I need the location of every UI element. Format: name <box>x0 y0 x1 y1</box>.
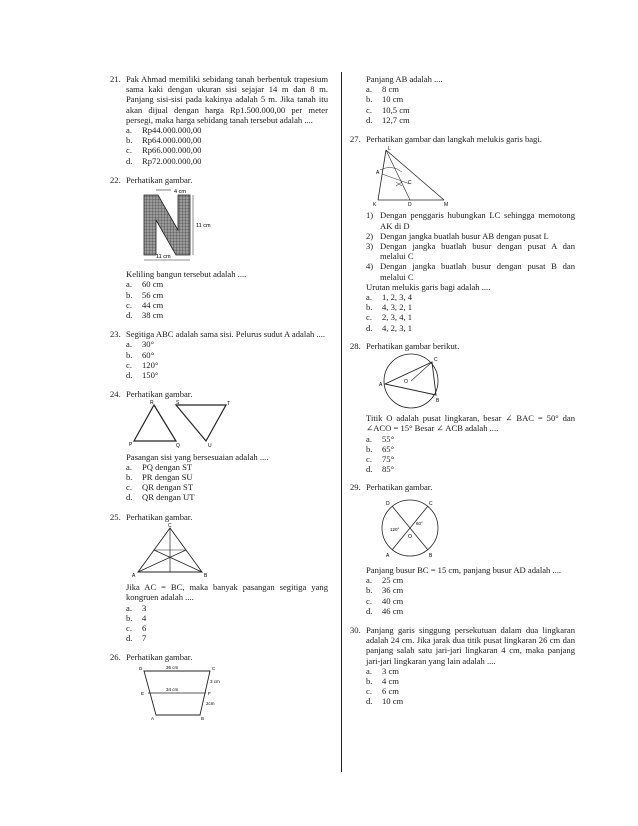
triangle-pqr <box>134 405 176 441</box>
option-c: c. 40 cm <box>366 595 404 606</box>
label-11cm-right: 11 cm <box>196 223 211 230</box>
question-number: 24. <box>110 389 121 400</box>
option-c: c. 120° <box>126 359 159 370</box>
svg-text:A: A <box>132 572 136 579</box>
left-column <box>110 74 328 723</box>
option-d: d. 38 cm <box>126 310 164 321</box>
question-stem: Perhatikan gambar. <box>126 174 193 185</box>
question-number: 29. <box>350 482 361 493</box>
question-text: Pasangan sisi yang bersesuaian adalah .... <box>126 451 269 462</box>
question-stem: Perhatikan gambar. <box>366 482 433 493</box>
option-a: a. 8 cm <box>366 84 399 95</box>
question-number: 28. <box>350 340 361 351</box>
question-number: 30. <box>350 624 361 635</box>
option-b: b. Rp64.000.000,00 <box>126 135 202 146</box>
right-column <box>350 74 575 707</box>
figure-trapezoid <box>126 663 326 721</box>
question-stem: Perhatikan gambar. <box>126 389 193 400</box>
option-b: b. 4 cm <box>366 675 399 686</box>
option-d: d. 7 <box>126 633 147 644</box>
option-a: a. PQ dengan ST <box>126 461 193 472</box>
figure-two-triangles <box>126 399 326 449</box>
option-b: b. 60° <box>126 349 155 360</box>
option-c: c. 6 cm <box>366 686 399 697</box>
figure-circle-triangle <box>366 351 566 411</box>
svg-text:K: K <box>373 202 377 209</box>
option-c: c. 2, 3, 4, 1 <box>366 312 413 323</box>
option-a: a. Rp44.000.000,00 <box>126 125 202 136</box>
option-c: c. 6 <box>126 622 147 633</box>
question-text: Jika AC = BC, maka banyak pasangan segitiga yang kongruen adalah .... <box>126 582 328 603</box>
question-24 <box>110 389 328 502</box>
svg-text:S: S <box>176 400 180 407</box>
option-b: b. PR dengan SU <box>126 472 193 483</box>
svg-text:B: B <box>429 552 433 559</box>
option-c: c. 10,5 cm <box>366 104 410 115</box>
option-d: d. QR dengan UT <box>126 492 195 503</box>
svg-text:L: L <box>388 146 391 153</box>
svg-text:36 cm: 36 cm <box>166 664 179 670</box>
option-b: b. 4, 3, 2, 1 <box>366 302 413 313</box>
option-a: a. 25 cm <box>366 575 404 586</box>
option-a: a. 30° <box>126 339 155 350</box>
question-text: Keliling bangun tersebut adalah .... <box>126 269 247 280</box>
option-b: b. 56 cm <box>126 289 164 300</box>
option-c: c. QR dengan ST <box>126 482 194 493</box>
svg-text:P: P <box>129 442 133 449</box>
svg-text:A: A <box>151 715 155 721</box>
svg-text:D: D <box>139 665 143 671</box>
figure-circle-arcs <box>366 493 566 563</box>
figure-isosceles-triangle <box>126 522 326 580</box>
svg-text:D: D <box>408 202 412 209</box>
figure-angle-bisector <box>366 144 566 208</box>
svg-text:B: B <box>204 572 208 579</box>
label-4cm: 4 cm <box>174 189 186 196</box>
option-d: d. 10 cm <box>366 696 404 707</box>
step-1: 1) Dengan penggaris hubungkan LC sehingga memotong AK di D <box>366 210 575 231</box>
question-27 <box>350 134 575 333</box>
question-stem: Perhatikan gambar dan langkah melukis garis bagi. <box>366 134 542 145</box>
option-c: c. 44 cm <box>126 299 164 310</box>
svg-text:R: R <box>150 400 154 407</box>
svg-text:F: F <box>208 690 211 696</box>
svg-text:3 cm: 3 cm <box>210 678 220 684</box>
question-number: 21. <box>110 74 121 84</box>
option-d: d. 85° <box>366 464 395 475</box>
question-26 <box>110 652 328 722</box>
svg-text:B: B <box>436 398 440 405</box>
step-2: 2) Dengan jangka buatlah busur AB dengan pusat L <box>366 230 549 241</box>
svg-text:C: C <box>168 522 172 529</box>
svg-text:A: A <box>379 382 383 389</box>
question-stem: Perhatikan gambar berikut. <box>366 340 460 351</box>
option-b: b. 4 <box>126 612 147 623</box>
svg-text:O: O <box>408 533 412 540</box>
question-stem: Perhatikan gambar. <box>126 511 193 522</box>
option-d: d. 12,7 cm <box>366 114 410 125</box>
svg-text:A: A <box>386 552 390 559</box>
label-11cm-bottom: 11 cm <box>156 254 171 261</box>
svg-text:E: E <box>141 690 145 696</box>
svg-text:O: O <box>404 379 408 386</box>
question-25 <box>110 512 328 644</box>
svg-text:U: U <box>208 443 212 450</box>
question-29 <box>350 482 575 615</box>
option-c: c. 75° <box>366 454 395 465</box>
option-d: d. 150° <box>126 370 159 381</box>
option-a: a. 60 cm <box>126 279 164 290</box>
question-number: 22. <box>110 174 121 185</box>
question-text: Panjang busur BC = 15 cm, panjang busur AD adalah .... <box>366 564 562 575</box>
option-d: d. 4, 2, 3, 1 <box>366 322 413 333</box>
question-21 <box>110 74 328 166</box>
option-a: a. 1, 2, 3, 4 <box>366 292 413 303</box>
svg-text:C: C <box>212 665 216 671</box>
option-b: b. 65° <box>366 443 395 454</box>
svg-text:B: B <box>201 715 205 721</box>
question-number: 27. <box>350 134 361 145</box>
question-22 <box>110 175 328 320</box>
question-stem: Pak Ahmad memiliki sebidang tanah berbentuk trapesium sama kaki dengan ukuran sisi sejajar 14 m dan 8 m. Panjang sisi-sisi pada kakinya adalah 5 m. Jika tanah itu akan dijual dengan harga Rp1.500.000,00 per meter persegi, maka harga sebidang tanah tersebut adalah .... <box>126 74 328 125</box>
question-23 <box>110 329 328 380</box>
option-a: a. 3 <box>126 602 147 613</box>
svg-text:C: C <box>408 180 412 187</box>
question-number: 23. <box>110 329 121 340</box>
svg-text:120°: 120° <box>390 526 400 532</box>
svg-text:T: T <box>227 401 231 408</box>
option-d: d. Rp72.000.000,00 <box>126 155 202 166</box>
option-a: a. 3 cm <box>366 665 399 676</box>
question-stem: Perhatikan gambar. <box>126 652 193 663</box>
svg-text:C: C <box>429 500 433 507</box>
question-30 <box>350 625 575 707</box>
column-divider <box>341 72 342 772</box>
option-b: b. 10 cm <box>366 94 404 105</box>
svg-text:2cm: 2cm <box>206 700 215 706</box>
svg-text:C: C <box>434 357 438 364</box>
option-d: d. 46 cm <box>366 605 404 616</box>
question-text: Titik O adalah pusat lingkaran, besar ∠ BAC = 50° dan ∠ACO = 15° Besar ∠ ACB adalah .... <box>366 413 575 434</box>
step-4: 4) Dengan jangka buatlah busur dengan pusat B dan melalui C <box>366 261 575 282</box>
svg-text:34 cm: 34 cm <box>166 686 179 692</box>
option-c: c. Rp66.000.000,00 <box>126 145 202 156</box>
n-shape <box>144 195 190 255</box>
svg-text:Q: Q <box>176 443 180 450</box>
question-stem: Panjang garis singgung persekutuan dalam dua lingkaran adalah 24 cm. Jika jarak dua titik pusat lingkaran 26 cm dan panjang salah satu jari-jari lingkaran 4 cm, maka panjang jari-jari lingkaran yang lain adalah .... <box>366 624 575 666</box>
question-text: Panjang AB adalah .... <box>366 74 443 84</box>
question-number: 26. <box>110 652 121 663</box>
triangle-stu <box>176 405 226 441</box>
question-text: Urutan melukis garis bagi adalah .... <box>366 281 491 292</box>
svg-text:60°: 60° <box>416 520 423 526</box>
svg-text:A: A <box>376 170 380 177</box>
step-3: 3) Dengan jangka buatlah busur dengan pusat A dan melalui C <box>366 241 575 262</box>
svg-text:D: D <box>386 500 390 507</box>
question-26-continued <box>350 74 575 125</box>
svg-text:M: M <box>444 202 449 209</box>
question-28 <box>350 341 575 475</box>
option-a: a. 55° <box>366 433 395 444</box>
question-stem: Segitiga ABC adalah sama sisi. Pelurus sudut A adalah .... <box>126 329 326 340</box>
question-number: 25. <box>110 511 121 522</box>
figure-n-shape <box>126 185 326 267</box>
option-b: b. 36 cm <box>366 585 404 596</box>
